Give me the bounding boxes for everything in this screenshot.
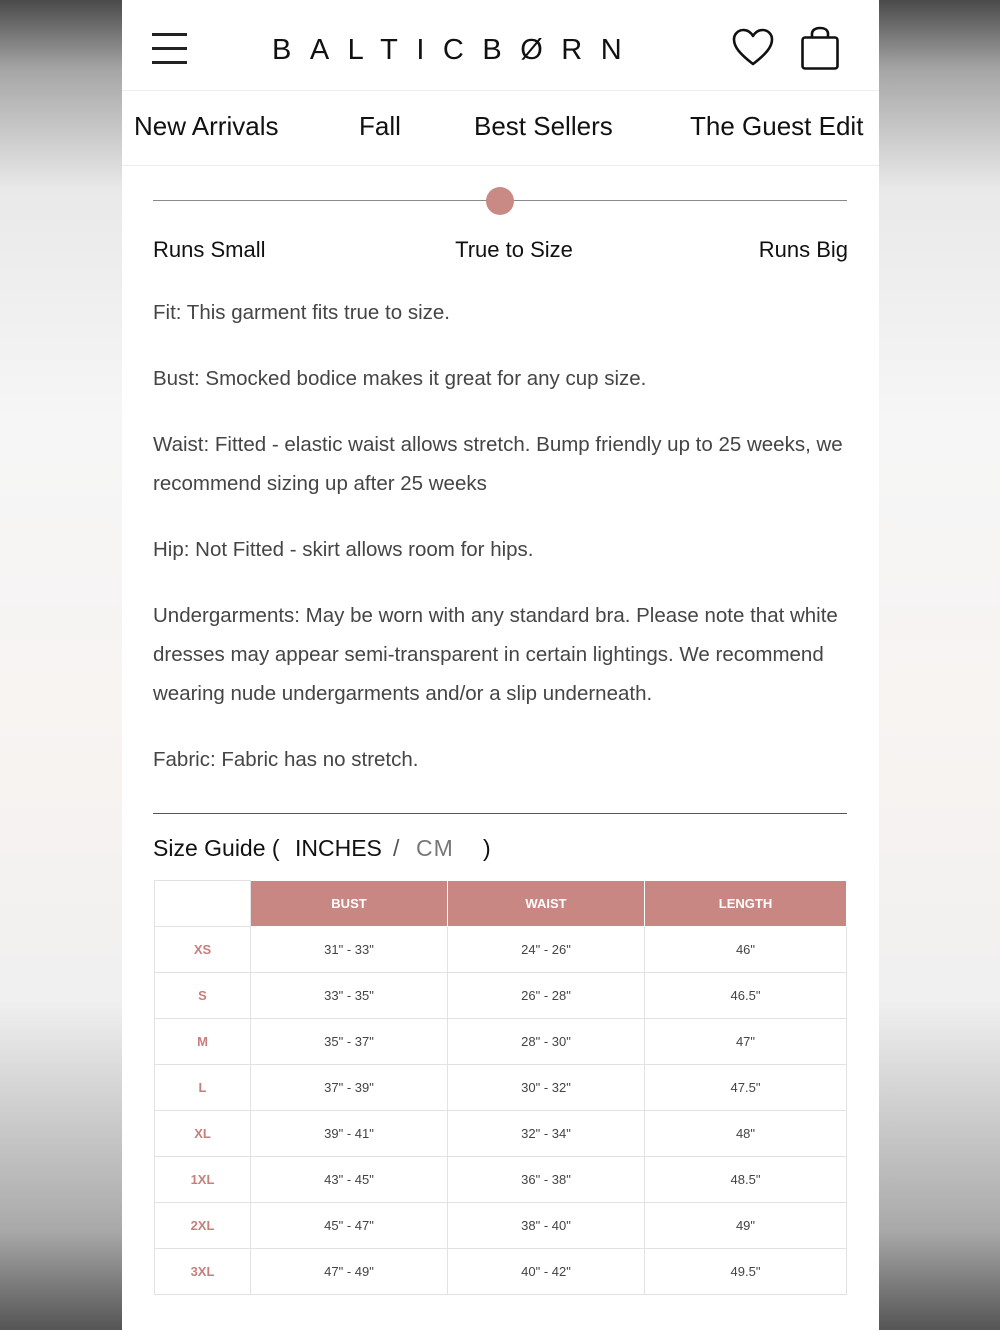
unit-separator: / (393, 835, 400, 861)
fit-label-runs-big: Runs Big (758, 237, 848, 262)
length-cell: 47.5" (645, 1065, 847, 1111)
length-cell: 49" (645, 1203, 847, 1249)
waist-cell: 30" - 32" (448, 1065, 645, 1111)
hamburger-menu-icon[interactable] (152, 31, 188, 65)
size-cell: S (155, 973, 251, 1019)
table-header-row (155, 881, 847, 927)
waist-cell: 32" - 34" (448, 1111, 645, 1157)
size-guide-title: Size Guide ( (153, 835, 280, 861)
length-cell: 48.5" (645, 1157, 847, 1203)
table-row (155, 1157, 847, 1203)
table-row (155, 927, 847, 973)
waist-cell: 40" - 42" (448, 1249, 645, 1295)
waist-cell: 36" - 38" (448, 1157, 645, 1203)
brand-logo[interactable]: BALTICBØRN (272, 34, 641, 66)
length-cell: 48" (645, 1111, 847, 1157)
bust-cell: 45" - 47" (251, 1203, 448, 1249)
length-cell: 49.5" (645, 1249, 847, 1295)
product-page (122, 0, 879, 1330)
size-cell: M (155, 1019, 251, 1065)
fit-label-runs-small: Runs Small (153, 237, 266, 262)
site-header (122, 0, 879, 91)
waist-cell: 24" - 26" (448, 927, 645, 973)
bust-cell: 35" - 37" (251, 1019, 448, 1065)
bust-cell: 47" - 49" (251, 1249, 448, 1295)
waist-cell: 38" - 40" (448, 1203, 645, 1249)
bust-cell: 33" - 35" (251, 973, 448, 1019)
nav-item-the-guest-edit[interactable]: The Guest Edit (690, 111, 864, 141)
size-table-body (155, 927, 847, 1295)
table-row (155, 1249, 847, 1295)
fit-detail-undergarments: Undergarments: May be worn with any standard bra. Please note that white dresses may appear semi-transparent in certain lightings. We recommend wearing nude undergarments and/or a slip underneath. (153, 604, 838, 705)
size-cell: 1XL (155, 1157, 251, 1203)
section-divider (153, 813, 847, 814)
length-cell: 46" (645, 927, 847, 973)
size-cell: 3XL (155, 1249, 251, 1295)
size-guide-table (154, 880, 847, 1295)
column-header-waist: WAIST (448, 881, 645, 927)
fit-detail-hip: Hip: Not Fitted - skirt allows room for hips. (153, 538, 534, 561)
size-guide-close-paren: ) (483, 835, 491, 861)
fit-detail-fit: Fit: This garment fits true to size. (153, 301, 450, 324)
bust-cell: 39" - 41" (251, 1111, 448, 1157)
unit-toggle-cm[interactable]: CM (416, 835, 454, 861)
table-row (155, 1111, 847, 1157)
size-cell: XS (155, 927, 251, 973)
length-cell: 47" (645, 1019, 847, 1065)
size-cell: L (155, 1065, 251, 1111)
table-row (155, 1203, 847, 1249)
column-header-bust: BUST (251, 881, 448, 927)
fit-detail-fabric: Fabric: Fabric has no stretch. (153, 748, 419, 771)
nav-item-fall[interactable]: Fall (359, 111, 401, 141)
size-cell: XL (155, 1111, 251, 1157)
waist-cell: 28" - 30" (448, 1019, 645, 1065)
bust-cell: 31" - 33" (251, 927, 448, 973)
table-row (155, 1019, 847, 1065)
size-cell: 2XL (155, 1203, 251, 1249)
heart-icon[interactable] (732, 28, 774, 68)
column-header-length: LENGTH (645, 881, 847, 927)
fit-detail-bust: Bust: Smocked bodice makes it great for any cup size. (153, 367, 647, 390)
length-cell: 46.5" (645, 973, 847, 1019)
table-corner-cell (155, 881, 251, 927)
fit-detail-waist: Waist: Fitted - elastic waist allows stretch. Bump friendly up to 25 weeks, we recommend sizing up after 25 weeks (153, 433, 843, 495)
table-row (155, 1065, 847, 1111)
main-nav (122, 91, 879, 166)
bust-cell: 37" - 39" (251, 1065, 448, 1111)
fit-label-true-to-size: True to Size (455, 237, 573, 262)
table-row (155, 973, 847, 1019)
unit-toggle-inches[interactable]: INCHES (295, 835, 382, 861)
bust-cell: 43" - 45" (251, 1157, 448, 1203)
fit-scale-thumb[interactable] (486, 187, 514, 215)
shopping-bag-icon[interactable] (800, 26, 840, 72)
waist-cell: 26" - 28" (448, 973, 645, 1019)
nav-item-best-sellers[interactable]: Best Sellers (474, 111, 613, 141)
nav-item-new-arrivals[interactable]: New Arrivals (134, 111, 279, 141)
